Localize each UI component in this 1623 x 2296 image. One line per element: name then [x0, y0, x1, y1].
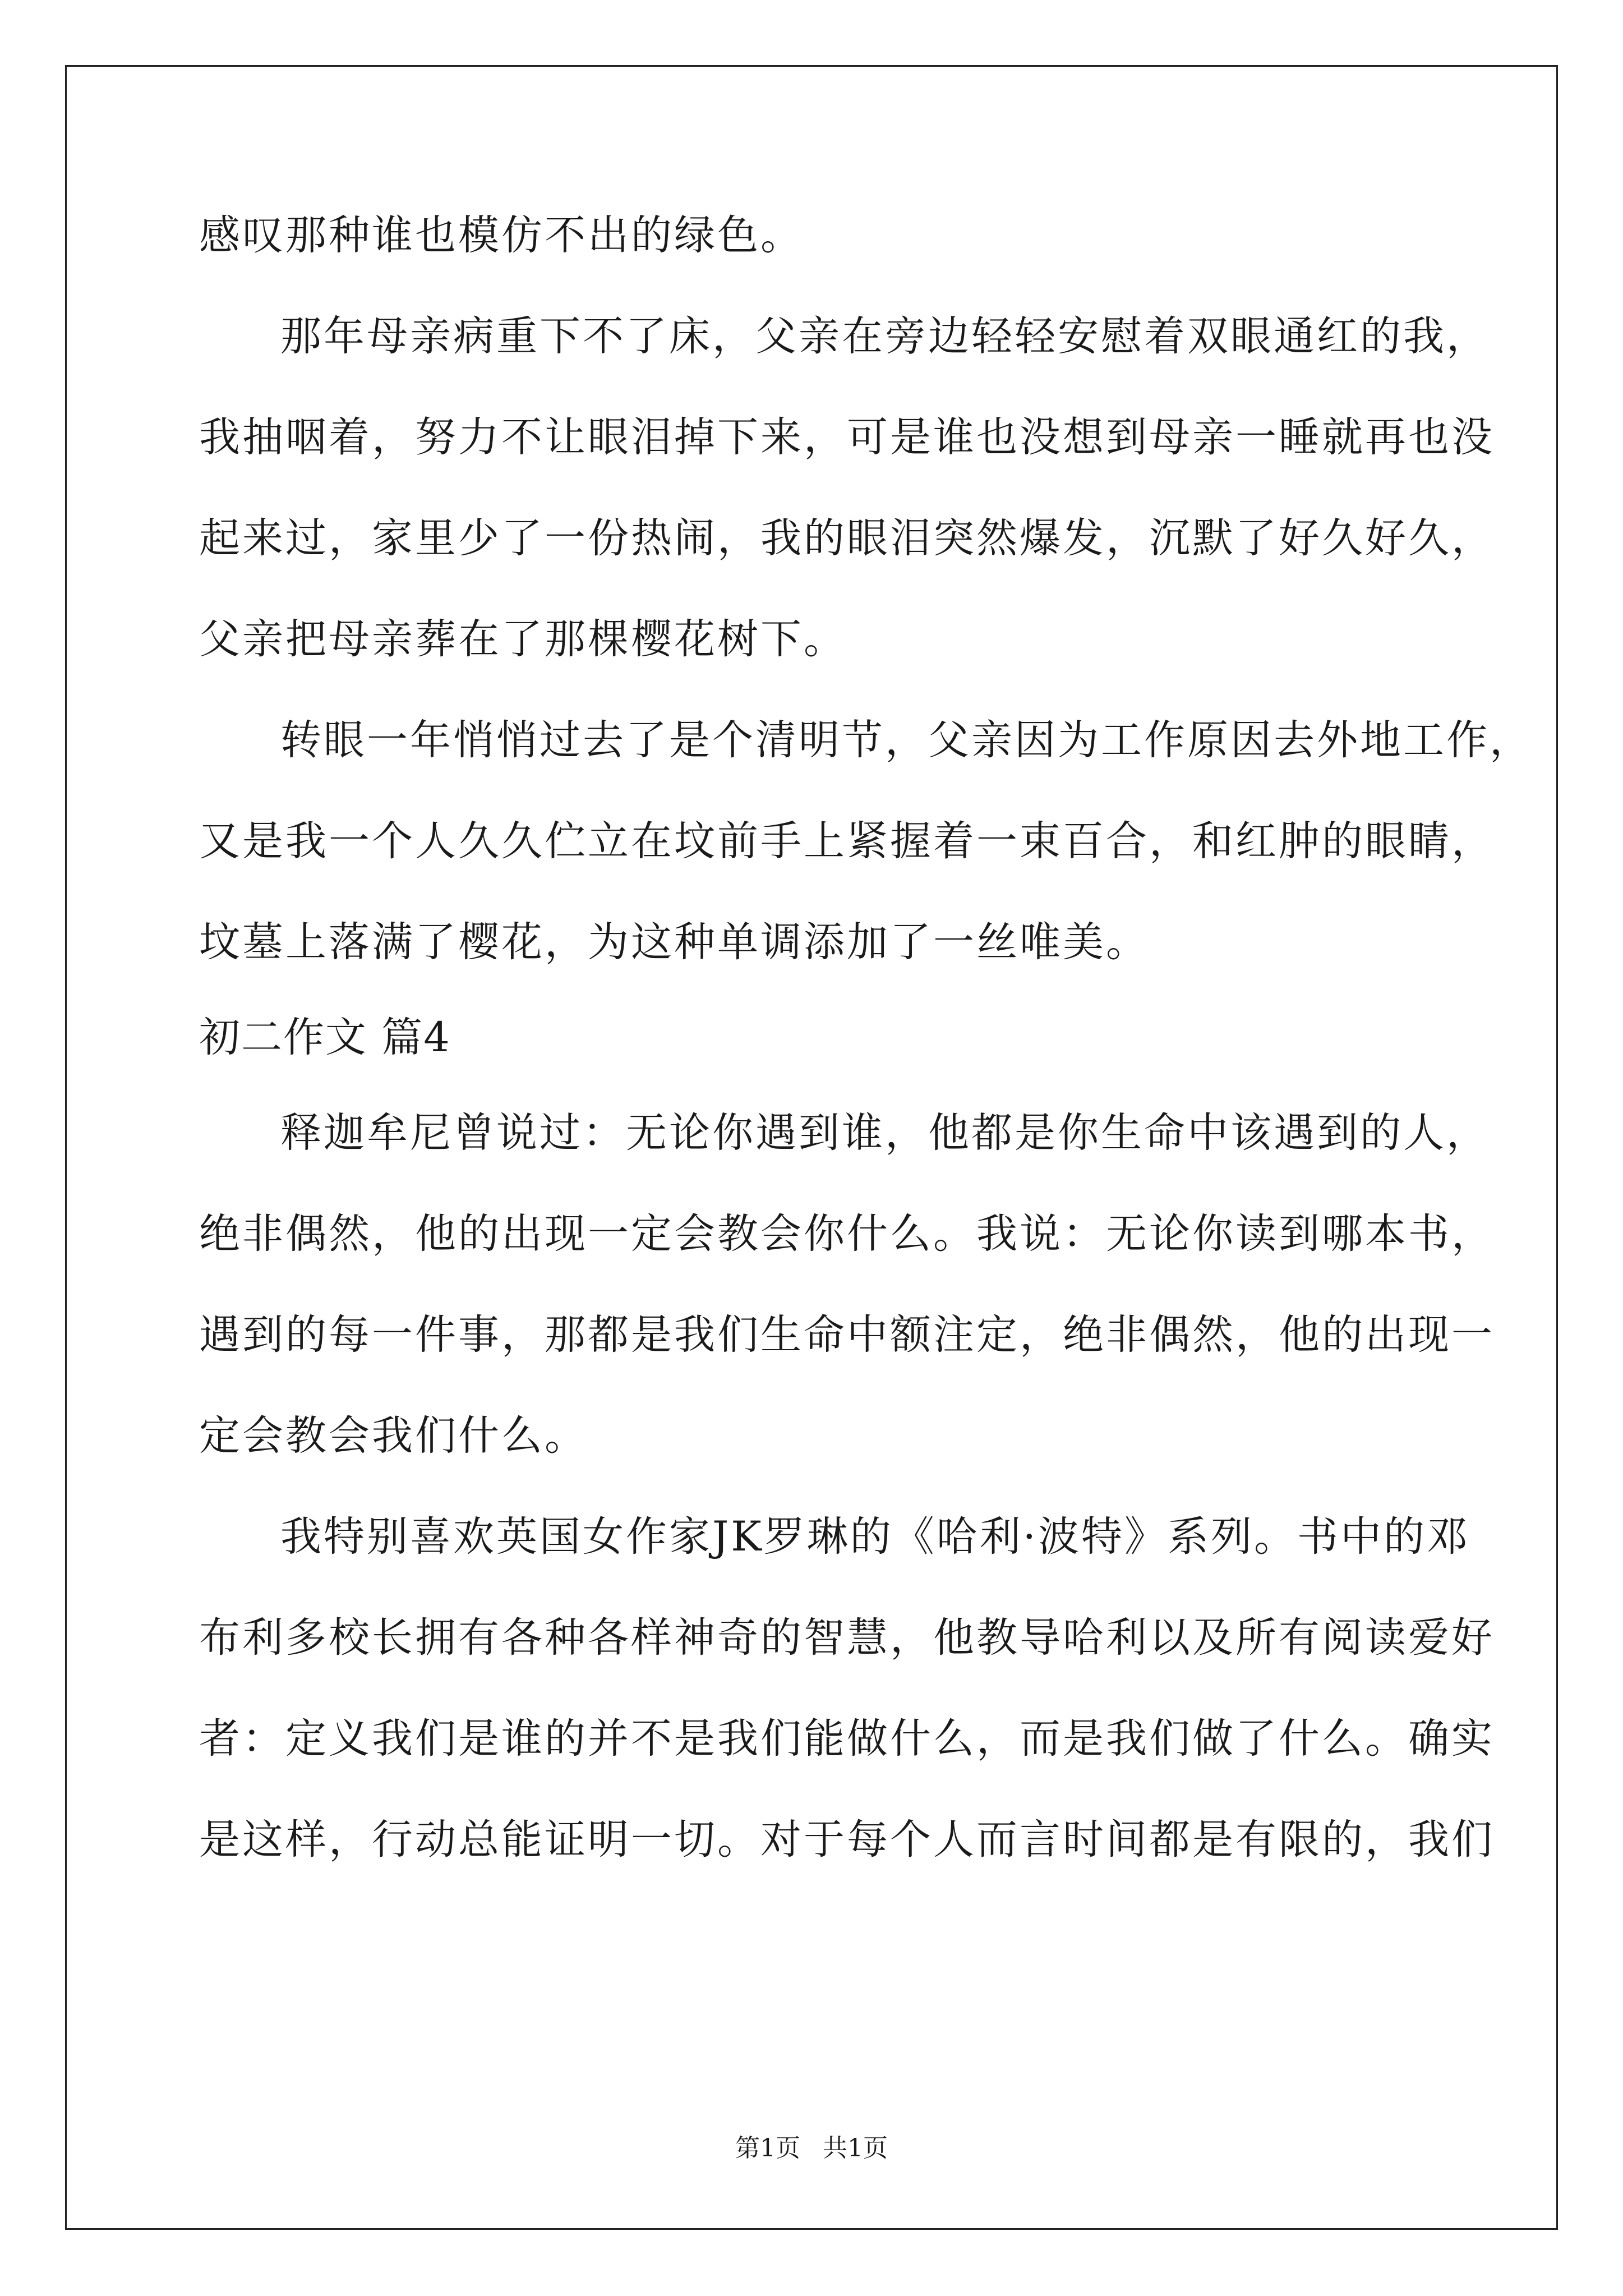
text-line: 定会教会我们什么。	[199, 1412, 588, 1460]
text-line: 布利多校长拥有各种各样神奇的智慧，他教导哈利以及所有阅读爱好	[199, 1614, 1495, 1662]
text-line: 又是我一个人久久伫立在坟前手上紧握着一束百合，和红肿的眼睛，	[199, 817, 1495, 865]
section-heading: 初二作文 篇4	[199, 1014, 451, 1061]
text-line: 遇到的每一件事，那都是我们生命中额注定，绝非偶然，他的出现一	[199, 1311, 1495, 1359]
text-line: 我抽咽着，努力不让眼泪掉下来，可是谁也没想到母亲一睡就再也没	[199, 413, 1495, 461]
page-footer	[0, 2132, 1623, 2165]
page-number-total: 共1页	[823, 2134, 888, 2162]
text-line: 父亲把母亲葬在了那棵樱花树下。	[199, 615, 847, 663]
paragraph-start-line: 那年母亲病重下不了床，父亲在旁边轻轻安慰着双眼通红的我，	[280, 312, 1490, 360]
text-line: 起来过，家里少了一份热闹，我的眼泪突然爆发，沉默了好久好久，	[199, 514, 1495, 562]
paragraph-start-line: 我特别喜欢英国女作家JK罗琳的《哈利·波特》系列。书中的邓	[280, 1513, 1470, 1561]
text-line: 坟墓上落满了樱花，为这种单调添加了一丝唯美。	[199, 918, 1149, 966]
paragraph-start-line: 释迦牟尼曾说过：无论你遇到谁，他都是你生命中该遇到的人，	[280, 1109, 1490, 1157]
text-line: 感叹那种谁也模仿不出的绿色。	[199, 211, 804, 259]
text-line: 是这样，行动总能证明一切。对于每个人而言时间都是有限的，我们	[199, 1816, 1495, 1864]
page-number-current: 第1页	[735, 2134, 800, 2162]
text-line: 者：定义我们是谁的并不是我们能做什么，而是我们做了什么。确实	[199, 1715, 1495, 1763]
paragraph-start-line: 转眼一年悄悄过去了是个清明节，父亲因为工作原因去外地工作，	[280, 716, 1533, 764]
text-line: 绝非偶然，他的出现一定会教会你什么。我说：无论你读到哪本书，	[199, 1210, 1495, 1258]
